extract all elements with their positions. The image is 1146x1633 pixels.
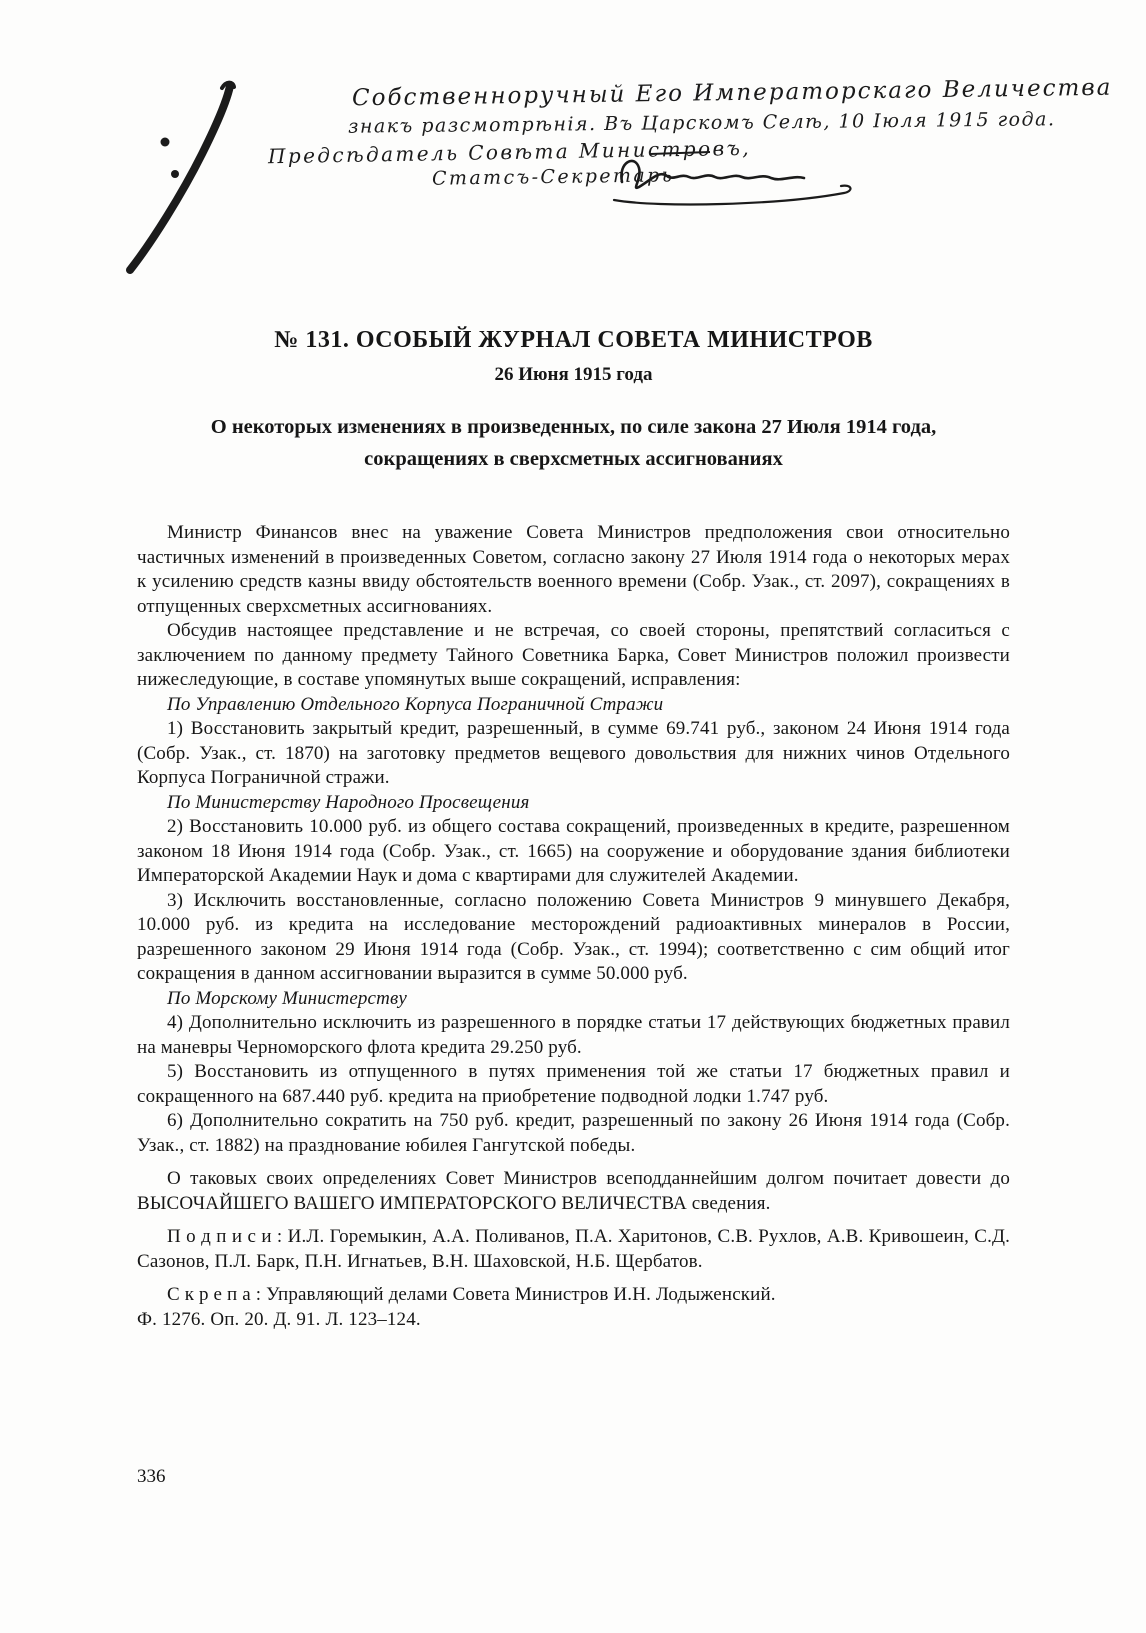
document-subject-line-2: сокращениях в сверхсметных ассигнованиях <box>364 448 783 470</box>
handwriting-line-1: Собственноручный Его Императорскаго Величества <box>351 74 1113 112</box>
document-subject <box>137 411 1010 475</box>
paragraph-item-1: 1) Восстановить закрытый кредит, разрешенный, в сумме 69.741 руб., законом 24 Июня 1914 года (Собр. Узак., ст. 1870) на заготовку предметов вещевого довольствия для нижних чинов Отдельного Корпуса Пограничной стражи. <box>137 718 1010 788</box>
paragraph-item-4: 4) Дополнительно исключить из разрешенного в порядке статьи 17 действующих бюджетных правил на маневры Черноморского флота кредита 29.250 руб. <box>137 1012 1010 1058</box>
document-date: 26 Июня 1915 года <box>494 364 653 385</box>
paragraph-item-2: 2) Восстановить 10.000 руб. из общего состава сокращений, произведенных в кредите, разрешенном законом 18 Июня 1914 года (Собр. Узак., ст. 1665) на сооружение и оборудование здания библиотеки Императорской Академии Наук и дома с квартирами для служителей Академии. <box>137 816 1010 886</box>
handwriting-line-3: Предсѣдатель Совѣта Министровъ, <box>267 135 752 169</box>
document-subject-line-1: О некоторых изменениях в произведенных, по силе закона 27 Июля 1914 года, <box>210 416 937 438</box>
paragraph-item-3: 3) Исключить восстановленные, согласно положению Совета Министров 9 минувшего Декабря, 10.000 руб. из кредита на исследование месторождений радиоактивных минералов в России, разрешенного законом 29 Июня 1914 года (Собр. Узак., ст. 1994); соответственно с сим общий итог сокращения в данном ассигновании выразится в сумме 50.000 руб. <box>137 889 1010 984</box>
paragraph-archive-reference: Ф. 1276. Оп. 20. Д. 91. Л. 123–124. <box>137 1308 421 1330</box>
printed-document <box>137 325 1010 1332</box>
document-title: № 131. ОСОБЫЙ ЖУРНАЛ СОВЕТА МИНИСТРОВ <box>274 327 873 353</box>
page-number: 336 <box>137 1466 166 1487</box>
signature-flourish <box>608 146 863 216</box>
section-heading-border-guard: По Управлению Отдельного Корпуса Пограничной Стражи <box>167 693 664 715</box>
paragraph-signatures: П о д п и с и : И.Л. Горемыкин, А.А. Поливанов, П.А. Харитонов, С.В. Рухлов, А.В. Кривошеин, С.Д. Сазонов, П.Л. Барк, П.Н. Игнатьев, В.Н. Шаховской, Н.Б. Щербатов. <box>137 1226 1010 1272</box>
section-heading-navy: По Морскому Министерству <box>167 987 407 1009</box>
paragraph-closing: О таковых своих определениях Совет Министров всеподданнейшим долгом почитает довести до ВЫСОЧАЙШЕГО ВАШЕГО ИМПЕРАТОРСКОГО ВЕЛИЧЕСТВА сведения. <box>137 1168 1010 1214</box>
paragraph-item-5: 5) Восстановить из отпущенного в путях применения той же статьи 17 бюджетных правил и сокращенного на 687.440 руб. кредита на приобретение подводной лодки 1.747 руб. <box>137 1061 1010 1107</box>
paragraph-item-6: 6) Дополнительно сократить на 750 руб. кредит, разрешенный по закону 26 Июня 1914 года (Собр. Узак., ст. 1882) на празднование юбилея Гангутской победы. <box>137 1110 1010 1156</box>
paragraph-intro: Министр Финансов внес на уважение Совета Министров предположения свои относительно частичных изменений в произведенных Советом, согласно закону 27 Июля 1914 года о некоторых мерах к усилению средств казны ввиду обстоятельств военного времени (Собр. Узак., ст. 2097), сокращениях в отпущенных сверхсметных ассигнованиях. <box>137 522 1010 617</box>
document-body <box>137 521 1010 1332</box>
handwritten-annotation <box>0 0 1146 300</box>
section-heading-education: По Министерству Народного Просвещения <box>167 791 530 813</box>
handwriting-line-4: Статсъ-Секретарь <box>431 164 675 190</box>
handwriting-line-2: знакъ разсмотрѣнія. Въ Царскомъ Селѣ, 10 Іюля 1915 года. <box>347 108 1056 138</box>
handwritten-slash-mark <box>118 78 248 278</box>
paragraph-resolution: Обсудив настоящее представление и не встречая, со своей стороны, препятствий согласиться с заключением по данному предмету Тайного Советника Барка, Совет Министров положил произвести нижеследующие, в составе упомянутых выше сокращений, исправления: <box>137 620 1010 690</box>
paragraph-countersign: С к р е п а : Управляющий делами Совета Министров И.Н. Лодыженский. <box>167 1284 776 1305</box>
